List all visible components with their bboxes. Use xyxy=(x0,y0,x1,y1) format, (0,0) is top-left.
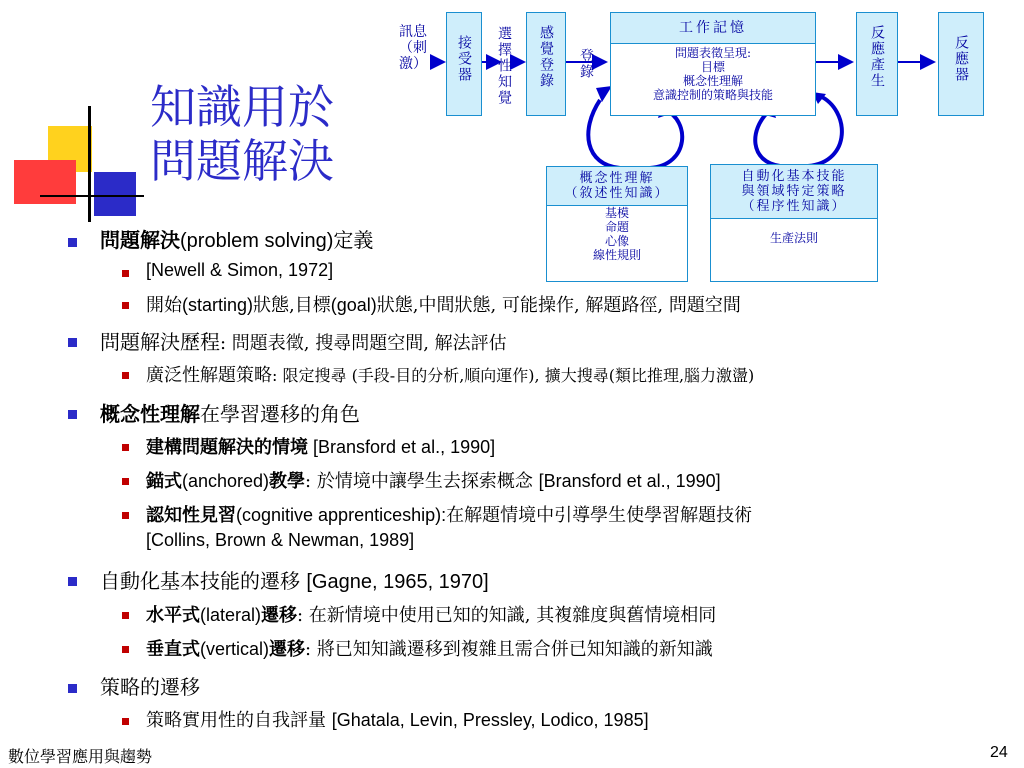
title-line-1: 知識用於 xyxy=(150,80,334,134)
conceptual-line-3: 心像 xyxy=(604,234,629,248)
bullet-marker xyxy=(122,646,129,653)
bullet-vertical xyxy=(146,635,713,661)
b3b-lat1: (anchored) xyxy=(182,471,270,491)
bullet-marker xyxy=(122,512,129,519)
bullet-problem-solving xyxy=(100,224,373,253)
effector-text: 反應器 xyxy=(953,35,969,83)
b4b-lat: (vertical) xyxy=(200,639,270,659)
sensory-register-box xyxy=(526,12,566,116)
b3a-lat: [Bransford et al., 1990] xyxy=(308,437,496,457)
b1b-t3: 狀態,中間狀態, 可能操作, 解題路徑, 問題空間 xyxy=(376,295,741,316)
procedural-head-2: 與領域特定策略 xyxy=(741,184,847,199)
b1b-t1: 開始 xyxy=(146,295,182,316)
bullet-strategy-transfer: 策略的遷移 xyxy=(100,675,200,699)
conceptual-knowledge-header xyxy=(547,167,687,206)
response-generator-text: 反應產生 xyxy=(869,25,885,89)
b3c-lat: (cognitive apprenticeship): xyxy=(236,505,447,525)
response-generator-box xyxy=(856,12,898,116)
conceptual-line-1: 基模 xyxy=(604,206,629,220)
bullet-marker xyxy=(122,372,129,379)
bullet-process xyxy=(100,326,507,355)
bullet-conceptual xyxy=(100,398,360,427)
bullet-marker xyxy=(68,238,77,247)
b2-t2: : 問題表徵, 搜尋問題空間, 解法評估 xyxy=(220,333,507,354)
bullet-marker xyxy=(122,302,129,309)
b3b-bold2: 教學 xyxy=(269,471,306,492)
b4a-lat: (lateral) xyxy=(200,605,262,625)
bullet-construct xyxy=(146,433,495,459)
conceptual-knowledge-body xyxy=(547,206,687,262)
b3-rest: 在學習遷移的角色 xyxy=(200,402,360,426)
working-memory-box xyxy=(610,12,816,116)
sensory-register-text: 感覺登錄 xyxy=(538,25,554,89)
stimulus-label xyxy=(394,24,432,72)
b4a-bold1: 水平式 xyxy=(146,605,200,626)
wm-line-4: 意識控制的策略與技能 xyxy=(652,88,773,102)
b2a-t2: : 限定搜尋 (手段-目的分析,順向運作), 擴大搜尋(類比推理,腦力激盪) xyxy=(272,366,755,385)
b3b-t1: : 於情境中讓學生去探索概念 xyxy=(305,471,539,492)
b3c-t1: 在解題情境中引導學生使學習解題技術 xyxy=(446,505,753,526)
b4b-bold2: 遷移 xyxy=(269,639,306,660)
b5a-lat: [Ghatala, Levin, Pressley, Lodico, 1985] xyxy=(331,710,649,730)
b4-t1: 自動化基本技能的遷移 xyxy=(100,569,307,593)
conceptual-head-2: （敘述性知識） xyxy=(564,186,670,201)
b3-bold: 概念性理解 xyxy=(100,402,200,426)
page-number: 24 xyxy=(990,744,1008,761)
b1b-l1: (starting) xyxy=(182,295,254,315)
b4a-t1: : 在新情境中使用已知的知識, 其複雜度與舊情境相同 xyxy=(297,605,717,626)
bullet-marker xyxy=(68,338,77,347)
working-memory-body xyxy=(611,44,815,102)
b3c-bold: 認知性見習 xyxy=(146,505,236,526)
effector-box xyxy=(938,12,984,116)
b3b-bold1: 錨式 xyxy=(146,471,182,492)
bullet-marker xyxy=(122,612,129,619)
b2-t1: 問題解決歷程 xyxy=(100,330,220,354)
bullet-self-evaluation xyxy=(146,706,649,732)
b3b-lat2: [Bransford et al., 1990] xyxy=(538,471,721,491)
procedural-knowledge-body xyxy=(711,219,877,245)
wm-line-3: 概念性理解 xyxy=(682,74,743,88)
conceptual-line-2: 命題 xyxy=(604,220,629,234)
b1b-t2: 狀態,目標 xyxy=(253,295,331,316)
b1-bold: 問題解決 xyxy=(100,228,180,252)
wm-line-2: 目標 xyxy=(700,60,725,74)
bullet-automated-transfer xyxy=(100,565,489,594)
bullet-newell-simon: [Newell & Simon, 1972] xyxy=(146,260,334,280)
wm-line-1: 問題表徵呈現: xyxy=(674,46,752,60)
b4-lat: [Gagne, 1965, 1970] xyxy=(306,571,489,593)
selective-perception-label: 選擇性知覺 xyxy=(496,26,512,106)
procedural-head-1: 自動化基本技能 xyxy=(741,169,847,184)
b1-lat: (problem solving) xyxy=(180,230,334,252)
bullet-marker xyxy=(122,478,129,485)
bullet-marker xyxy=(122,718,129,725)
bullet-marker xyxy=(68,577,77,586)
b2a-t1: 廣泛性解題策略 xyxy=(146,365,272,386)
title-line-2: 問題解決 xyxy=(150,134,334,188)
b3a-bold: 建構問題解決的情境 xyxy=(146,437,308,458)
b4a-bold2: 遷移 xyxy=(261,605,298,626)
b4b-bold1: 垂直式 xyxy=(146,639,200,660)
bullet-marker xyxy=(122,270,129,277)
bullet-marker xyxy=(122,444,129,451)
working-memory-title: 工作記憶 xyxy=(611,13,815,44)
receptor-text: 接受器 xyxy=(456,35,472,83)
register-label: 登錄 xyxy=(578,48,594,80)
b5a-t1: 策略實用性的自我評量 xyxy=(146,710,332,731)
conceptual-head-1: 概念性理解 xyxy=(579,171,655,186)
procedural-head-3: （程序性知識） xyxy=(741,199,847,214)
bullet-general-strategy xyxy=(146,361,754,387)
bullet-lateral xyxy=(146,601,716,627)
conceptual-line-4: 線性規則 xyxy=(592,248,641,262)
conceptual-knowledge-box xyxy=(546,166,688,282)
b1-rest: 定義 xyxy=(333,228,374,252)
bullet-cognitive-apprenticeship xyxy=(146,501,752,527)
procedural-knowledge-box xyxy=(710,164,878,282)
footer-title: 數位學習應用與趨勢 xyxy=(8,749,153,766)
procedural-line-1: 生產法則 xyxy=(769,231,818,245)
bullet-collins: [Collins, Brown & Newman, 1989] xyxy=(146,530,415,550)
procedural-knowledge-header xyxy=(711,165,877,219)
bullet-marker xyxy=(68,684,77,693)
bullet-marker xyxy=(68,410,77,419)
receptor-box xyxy=(446,12,482,116)
bullet-starting-goal xyxy=(146,291,741,317)
b4b-t1: : 將已知知識遷移到複雜且需合併已知知識的新知識 xyxy=(305,639,713,660)
stimulus-text: 訊息（刺激） xyxy=(399,24,427,72)
b1b-l2: (goal) xyxy=(330,295,377,315)
bullet-anchored xyxy=(146,467,721,493)
